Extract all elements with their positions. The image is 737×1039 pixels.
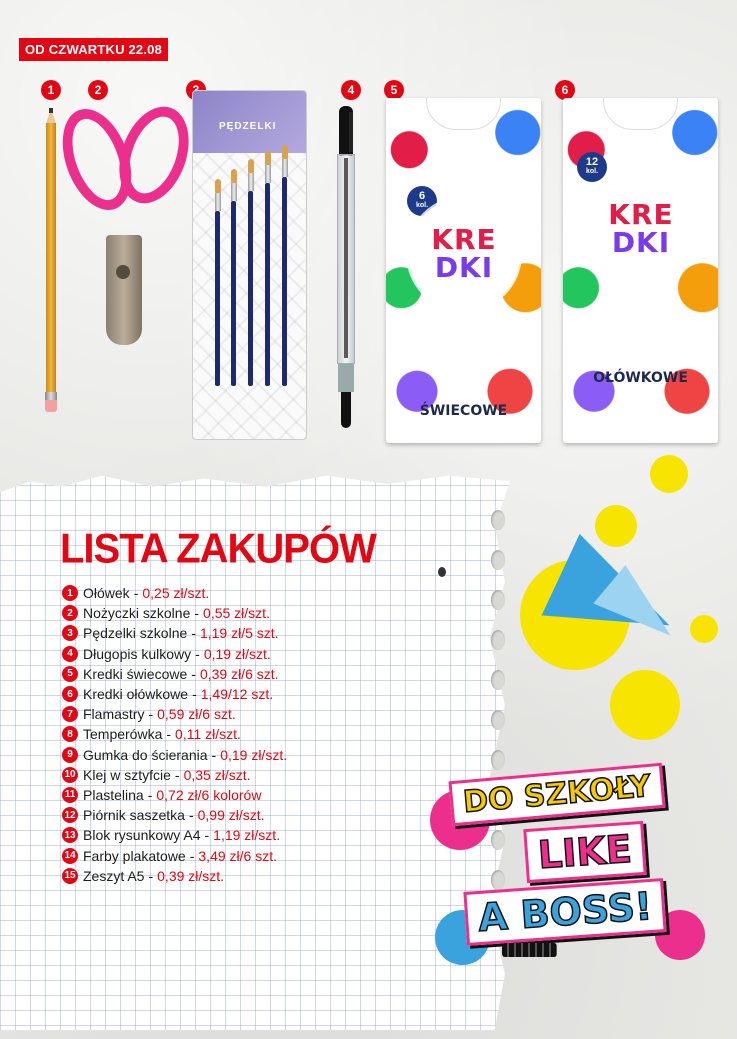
product-number-badge: 6 bbox=[555, 80, 575, 100]
shopping-list bbox=[62, 583, 482, 886]
item-number-badge: 5 bbox=[62, 666, 78, 682]
item-number-badge: 14 bbox=[62, 848, 78, 864]
item-number-badge: 13 bbox=[62, 827, 78, 843]
item-price: 0,19 zł/szt. bbox=[203, 645, 271, 662]
item-price: 1,19 zł/5 szt. bbox=[199, 625, 279, 642]
product-number-badge: 4 bbox=[341, 80, 361, 100]
item-price: 0,55 zł/szt. bbox=[203, 605, 270, 622]
item-price: 0,59 zł/6 szt. bbox=[157, 706, 236, 723]
item-price: 3,49 zł/6 szt. bbox=[198, 847, 277, 864]
item-number-badge: 3 bbox=[62, 625, 78, 641]
list-item bbox=[62, 805, 482, 825]
box-label: OŁÓWKOWE bbox=[593, 370, 688, 386]
date-badge: OD CZWARTKU 22.08 bbox=[19, 38, 168, 61]
item-name: Klej w sztyfcie bbox=[83, 766, 171, 783]
slogan-line-1: DO SZKOŁY bbox=[448, 763, 665, 826]
item-separator: - bbox=[147, 786, 153, 803]
item-name: Blok rysunkowy A4 bbox=[83, 827, 201, 844]
ballpoint-pen-image bbox=[333, 106, 359, 428]
item-price: 1,49/12 szt. bbox=[200, 686, 274, 703]
slogan bbox=[425, 760, 715, 970]
color-count-badge: 12 kol. bbox=[577, 152, 607, 182]
item-separator: - bbox=[191, 665, 196, 682]
list-item bbox=[62, 785, 482, 805]
product-number-badge: 2 bbox=[88, 80, 108, 100]
list-item bbox=[62, 845, 482, 865]
brushes-package-label: PĘDZELKI bbox=[219, 121, 277, 132]
color-count-badge: 6 kol. bbox=[407, 186, 437, 216]
box-label: ŚWIECOWE bbox=[419, 403, 508, 419]
list-item bbox=[62, 583, 482, 603]
item-number-badge: 12 bbox=[62, 807, 78, 823]
list-item bbox=[62, 765, 482, 785]
pencil-image bbox=[38, 108, 64, 418]
product-number-badge: 1 bbox=[41, 80, 61, 100]
item-name: Nożyczki szkolne bbox=[83, 605, 191, 622]
item-name: Plastelina bbox=[83, 786, 144, 803]
item-name: Flamastry bbox=[83, 706, 145, 723]
list-title: LISTA ZAKUPÓW bbox=[60, 525, 376, 573]
brand-logo: KRE DKI bbox=[585, 173, 697, 285]
list-item bbox=[62, 603, 482, 623]
item-price: 1,19 zł/szt. bbox=[213, 827, 281, 844]
list-item bbox=[62, 745, 482, 765]
item-separator: - bbox=[148, 867, 154, 884]
item-name: Kredki ołówkowe bbox=[83, 686, 189, 703]
slogan-line-2: LIKE bbox=[523, 821, 646, 883]
item-price: 0,39 zł/6 szt. bbox=[199, 665, 279, 682]
item-separator: - bbox=[204, 827, 210, 844]
list-item bbox=[62, 704, 482, 724]
item-name: Ołówek bbox=[83, 585, 130, 602]
item-separator: - bbox=[174, 766, 180, 783]
item-separator: - bbox=[211, 746, 217, 763]
item-separator: - bbox=[189, 847, 195, 864]
item-name: Gumka do ścierania bbox=[83, 746, 208, 763]
item-number-badge: 4 bbox=[62, 646, 78, 662]
item-price: 0,25 zł/szt. bbox=[142, 585, 210, 602]
item-name: Temperówka bbox=[83, 726, 163, 743]
item-number-badge: 2 bbox=[62, 605, 78, 621]
paint-splash bbox=[610, 670, 680, 740]
item-name: Zeszyt A5 bbox=[83, 867, 145, 884]
list-item bbox=[62, 866, 482, 886]
list-item bbox=[62, 684, 482, 704]
item-price: 0,19 zł/szt. bbox=[220, 746, 288, 763]
item-number-badge: 6 bbox=[62, 686, 78, 702]
item-price: 0,99 zł/szt. bbox=[197, 807, 265, 824]
brushes-package-image bbox=[192, 90, 307, 440]
item-number-badge: 1 bbox=[62, 585, 78, 601]
item-price: 0,11 zł/szt. bbox=[175, 726, 241, 743]
item-name: Piórnik saszetka bbox=[83, 807, 185, 824]
list-item bbox=[62, 664, 482, 684]
item-separator: - bbox=[133, 585, 139, 602]
item-number-badge: 9 bbox=[62, 747, 78, 763]
item-separator: - bbox=[148, 706, 154, 723]
list-item bbox=[62, 644, 482, 664]
item-separator: - bbox=[192, 686, 197, 703]
item-number-badge: 7 bbox=[62, 706, 78, 722]
pencil-crayons-box-image bbox=[563, 98, 718, 443]
item-price: 0,39 zł/szt. bbox=[157, 867, 225, 884]
list-item bbox=[62, 724, 482, 744]
item-separator: - bbox=[166, 726, 172, 743]
item-price: 0,72 zł/6 kolorów bbox=[156, 786, 262, 803]
list-item bbox=[62, 623, 482, 643]
sunglasses-icon bbox=[502, 943, 557, 957]
product-number-badge: 5 bbox=[384, 80, 404, 100]
item-number-badge: 15 bbox=[62, 868, 78, 884]
list-item bbox=[62, 825, 482, 845]
pin-icon bbox=[438, 567, 446, 577]
item-number-badge: 10 bbox=[62, 767, 78, 783]
paint-splash bbox=[595, 505, 637, 547]
item-number-badge: 8 bbox=[62, 726, 78, 742]
item-separator: - bbox=[194, 605, 200, 622]
item-name: Kredki świecowe bbox=[83, 665, 188, 682]
paint-splash bbox=[690, 615, 718, 643]
slogan-line-3: A BOSS! bbox=[463, 878, 667, 946]
item-separator: - bbox=[195, 645, 200, 662]
item-name: Pędzelki szkolne bbox=[83, 625, 188, 642]
scissors-image bbox=[64, 95, 189, 355]
wax-crayons-box-image bbox=[386, 98, 541, 443]
item-name: Długopis kulkowy bbox=[83, 645, 192, 662]
item-name: Farby plakatowe bbox=[83, 847, 186, 864]
item-price: 0,35 zł/szt. bbox=[183, 766, 251, 783]
brand-logo: KRE DKI bbox=[408, 198, 520, 310]
item-separator: - bbox=[188, 807, 194, 824]
item-number-badge: 11 bbox=[62, 787, 78, 803]
paint-splash bbox=[650, 455, 688, 493]
item-separator: - bbox=[191, 625, 196, 642]
